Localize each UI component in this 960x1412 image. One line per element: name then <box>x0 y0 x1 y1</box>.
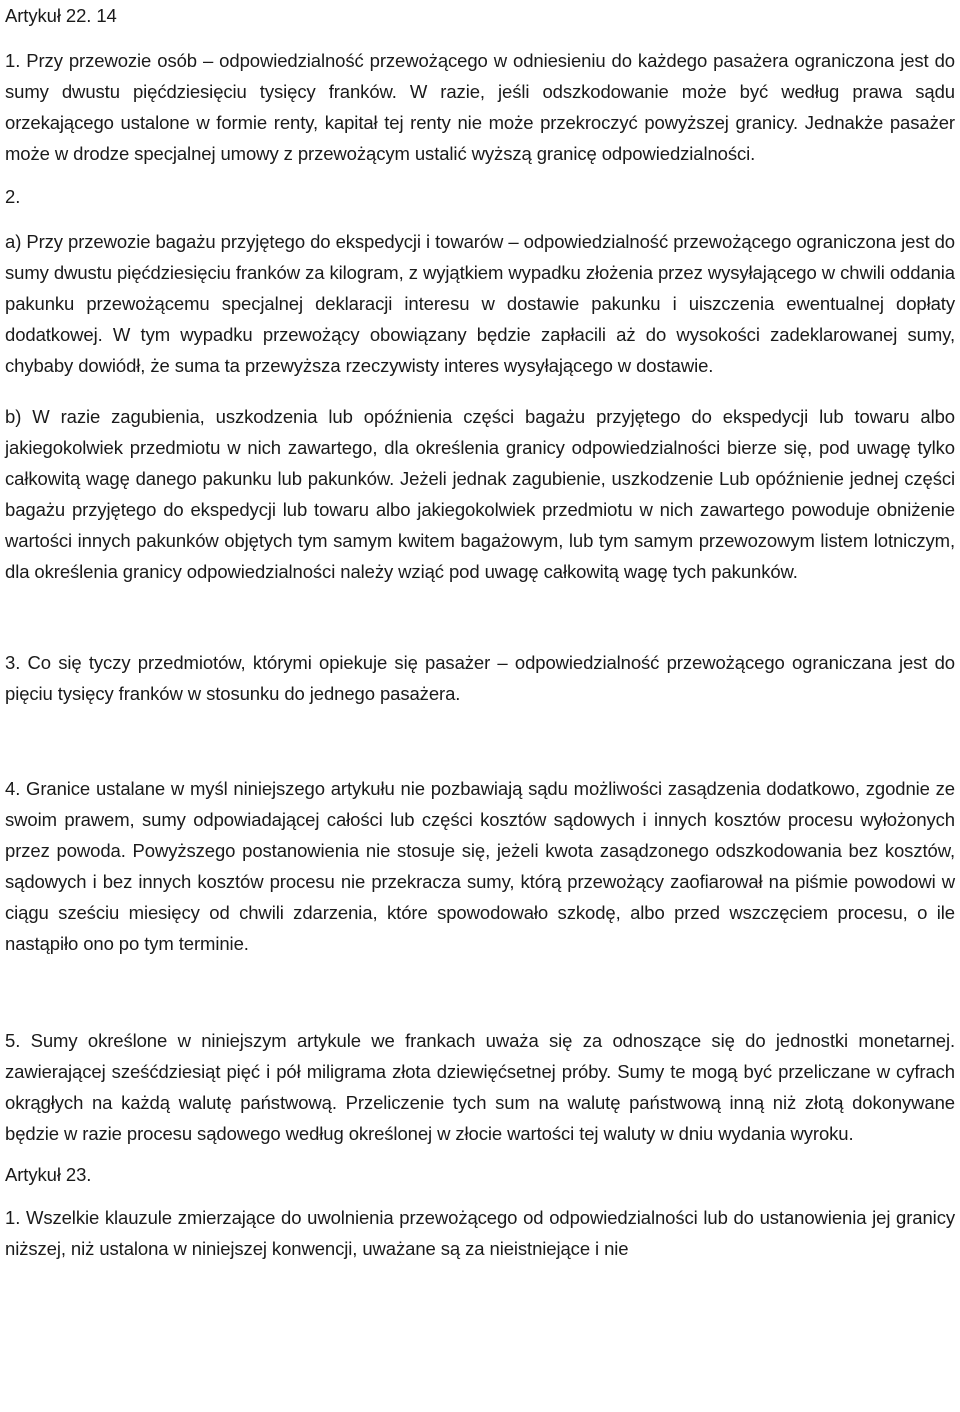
document-page <box>5 0 955 1264</box>
article-22-paragraph-2a: a) Przy przewozie bagażu przyjętego do ekspedycji i towarów – odpowiedzialność przewożącego ograniczona jest do sumy dwustu pięćdziesięciu franków za kilogram, z wyjątkiem wypadku złożenia przez wysyłającego w chwili oddania pakunku przewożącemu specjalnej deklaracji interesu w dostawie pakunku i uiszczenia ewentualnej dopłaty dodatkowej. W tym wypadku przewożący obowiązany będzie zapłacili aż do wysokości zadeklarowanej sumy, chybaby dowiódł, że suma ta przewyższa rzeczywisty interes wysyłającego w dostawie. <box>5 231 955 376</box>
article-23-paragraph-1: 1. Wszelkie klauzule zmierzające do uwolnienia przewożącego od odpowiedzialności lub do ustanowienia jej granicy niższej, niż ustalona w niniejszej konwencji, uważane są za nieistniejące i nie <box>5 1207 955 1259</box>
article-22-heading: Artykuł 22. 14 <box>5 5 117 26</box>
article-22-paragraph-1: 1. Przy przewozie osób – odpowiedzialność przewożącego w odniesieniu do każdego pasażera ograniczona jest do sumy dwustu pięćdziesięciu tysięcy franków. W razie, jeśli odszkodowanie może być według prawa sądu orzekającego ustalone w formie renty, kapitał tej renty nie może przekroczyć powyższej granicy. Jednakże pasażer może w drodze specjalnej umowy z przewożącym ustalić wyższą granicę odpowiedzialności. <box>5 50 955 164</box>
article-23-heading: Artykuł 23. <box>5 1164 92 1185</box>
article-22-paragraph-3: 3. Co się tyczy przedmiotów, którymi opiekuje się pasażer – odpowiedzialność przewożącego ograniczana jest do pięciu tysięcy franków w stosunku do jednego pasażera. <box>5 652 955 704</box>
article-22-paragraph-2-label: 2. <box>5 186 21 207</box>
article-22-paragraph-5: 5. Sumy określone w niniejszym artykule we frankach uważa się za odnoszące się do jednostki monetarnej. zawierającej sześćdziesiąt pięć i pół miligrama złota dziewięćsetnej próby. Sumy te mogą być przeliczane w cyfrach okrągłych na każdą walutę państwową. Przeliczenie tych sum na walutę państwową inną niż złotą dokonywane będzie w razie procesu sądowego według określonej w złocie wartości tej waluty w dniu wydania wyroku. <box>5 1030 955 1144</box>
article-22-paragraph-4: 4. Granice ustalane w myśl niniejszego artykułu nie pozbawiają sądu możliwości zasądzenia dodatkowo, zgodnie ze swoim prawem, sumy odpowiadającej całości lub części kosztów sądowych i innych kosztów procesu wyłożonych przez powoda. Powyższego postanowienia nie stosuje się, jeżeli kwota zasądzonego odszkodowania bez kosztów, sądowych i bez innych kosztów procesu nie przekracza sumy, którą przewożący zaofiarował na piśmie powodowi w ciągu sześciu miesięcy od chwili zdarzenia, które spowodowało szkodę, albo przed wszczęciem procesu, o ile nastąpiło ono po tym terminie. <box>5 778 955 954</box>
article-22-paragraph-2b: b) W razie zagubienia, uszkodzenia lub opóźnienia części bagażu przyjętego do ekspedycji lub towaru albo jakiegokolwiek przedmiotu w nich zawartego, dla określenia granicy odpowiedzialności bierze się, pod uwagę tylko całkowitą wagę danego pakunku lub pakunków. Jeżeli jednak zagubienie, uszkodzenie Lub opóźnienie jednej części bagażu przyjętego do ekspedycji lub towaru albo jakiegokolwiek przedmiotu w nich zawartego powoduje obniżenie wartości innych pakunków objętych tym samym kwitem bagażowym, lub tym samym przewozowym listem lotniczym, dla określenia granicy odpowiedzialności należy wziąć pod uwagę całkowitą wagę tych pakunków. <box>5 406 955 582</box>
